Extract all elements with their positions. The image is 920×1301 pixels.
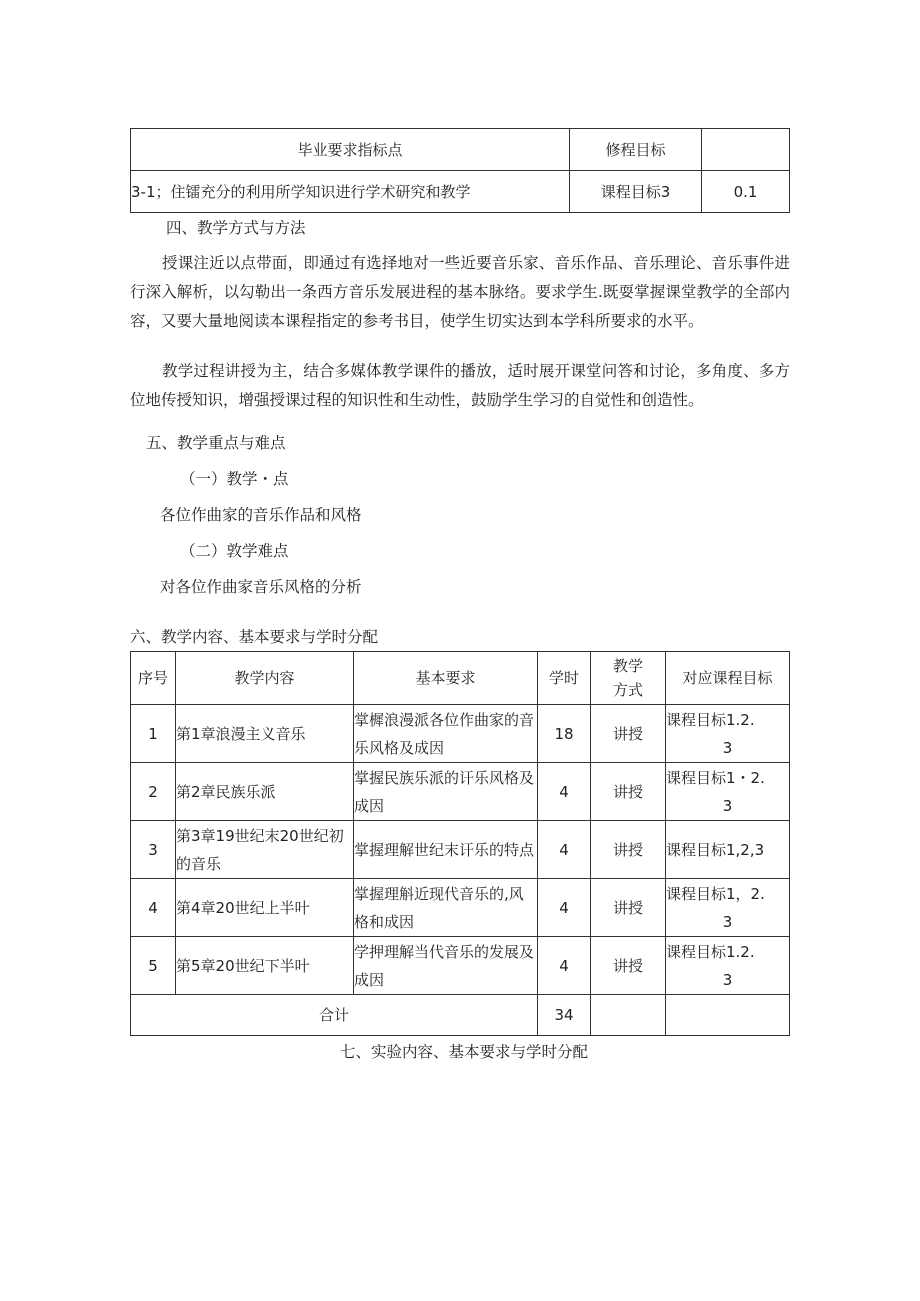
total-hours: 34: [538, 995, 591, 1036]
header-weight: [702, 129, 790, 171]
goal-cell: 课程目标3: [570, 171, 702, 213]
row-method: 讲授: [591, 705, 666, 763]
row-course-goal: [666, 705, 790, 763]
total-method-empty: [591, 995, 666, 1036]
course-goal-line-1: 课程目标1・2.: [666, 768, 765, 787]
table-row: [131, 821, 790, 879]
course-goal-line-1: 课程目标1.2.: [666, 710, 755, 729]
header-requirement: 基本要求: [354, 652, 538, 705]
teaching-content-table: [130, 651, 790, 1036]
section-4-paragraph-1: 授课注近以点带面，即通过有选择地对一些近要音乐家、音乐作品、音乐理论、音乐事件进行深入解析，以勾勒出一条西方音乐发展进程的基本脉络。要求学生.既耍掌握课堂教学的全部内容，又要大量地阅读本课程指定的参考书目，使学生切实达到本学科所要求的水平。: [130, 254, 790, 330]
row-course-goal: [666, 821, 790, 879]
row-hours: 4: [538, 879, 591, 937]
course-goal-line-1: 课程目标1.2.: [666, 942, 755, 961]
row-method: 讲授: [591, 763, 666, 821]
row-course-goal: [666, 763, 790, 821]
course-goal-line-1: 课程目标1，2.: [666, 884, 765, 903]
header-content: 教学内容: [176, 652, 354, 705]
row-no: 3: [131, 821, 176, 879]
section-5-title: 五、教学重点与难点: [146, 434, 286, 452]
row-content: 第3章19世纪末20世纪初的音乐: [176, 821, 354, 879]
row-requirement: 掌握理斛近现代音乐的,风格和成因: [354, 879, 538, 937]
row-hours: 4: [538, 763, 591, 821]
row-method: 讲授: [591, 821, 666, 879]
indicator-cell: 3-1；住镭充分的利用所学知识进行学术研究和教学: [131, 171, 570, 213]
table-header-row: [131, 129, 790, 171]
row-content: 第2章民族乐派: [176, 763, 354, 821]
header-indicator: 毕业要求指标点: [131, 129, 570, 171]
row-hours: 4: [538, 937, 591, 995]
weight-cell: 0.1: [702, 171, 790, 213]
row-no: 1: [131, 705, 176, 763]
table-row: [131, 171, 790, 213]
row-hours: 18: [538, 705, 591, 763]
row-requirement: 学押理解当代音乐的发展及成因: [354, 937, 538, 995]
header-method: 教学方式: [591, 652, 666, 705]
graduation-requirement-table: [130, 128, 790, 213]
total-goal-empty: [666, 995, 790, 1036]
table-row: [131, 879, 790, 937]
header-course-goal: 对应课程目标: [666, 652, 790, 705]
header-goal: 修程目标: [570, 129, 702, 171]
row-no: 5: [131, 937, 176, 995]
course-goal-line-2: 3: [722, 912, 733, 931]
table-row: [131, 763, 790, 821]
course-goal-line-1: 课程目标1,2,3: [666, 840, 765, 859]
section-5-text-2: 对各位作曲家音乐风格的分析: [160, 578, 362, 596]
section-5-text-1: 各位作曲家的音乐作品和风格: [160, 506, 362, 524]
row-no: 2: [131, 763, 176, 821]
section-4-paragraph-2: 教学过程讲授为主，结合多媒体教学课件的播放，适时展开课堂问答和讨论，多角度、多方位地传授知识，增强授课过程的知识性和生动性，鼓励学生学习的自觉性和创造性。: [130, 362, 790, 409]
row-content: 第4章20世纪上半叶: [176, 879, 354, 937]
section-7-title: 七、实验内容、基本要求与学时分配: [340, 1043, 589, 1061]
row-no: 4: [131, 879, 176, 937]
header-hours: 学时: [538, 652, 591, 705]
row-course-goal: [666, 937, 790, 995]
course-goal-line-2: 3: [722, 738, 733, 757]
row-content: 第1章浪漫主义音乐: [176, 705, 354, 763]
total-row: [131, 995, 790, 1036]
section-4-title: 四、教学方式与方法: [166, 219, 306, 237]
table-header-row: [131, 652, 790, 705]
row-requirement: 掌握理解世纪末讦乐的特点: [354, 821, 538, 879]
section-5-subtitle-2: （二）敦学难点: [180, 542, 289, 560]
row-course-goal: [666, 879, 790, 937]
table-row: [131, 937, 790, 995]
table-row: [131, 705, 790, 763]
section-6-title: 六、教学内容、基本要求与学时分配: [130, 628, 379, 646]
course-goal-line-2: 3: [722, 796, 733, 815]
section-5-subtitle-1: （一）教学・点: [180, 470, 289, 488]
row-content: 第5章20世纪下半叶: [176, 937, 354, 995]
row-hours: 4: [538, 821, 591, 879]
row-requirement: 掌樨浪漫派各位作曲家的音乐风格及成因: [354, 705, 538, 763]
row-method: 讲授: [591, 879, 666, 937]
total-label: 合计: [131, 995, 538, 1036]
course-goal-line-2: 3: [722, 970, 733, 989]
row-method: 讲授: [591, 937, 666, 995]
row-requirement: 掌握民族乐派的讦乐风格及成因: [354, 763, 538, 821]
header-no: 序号: [131, 652, 176, 705]
